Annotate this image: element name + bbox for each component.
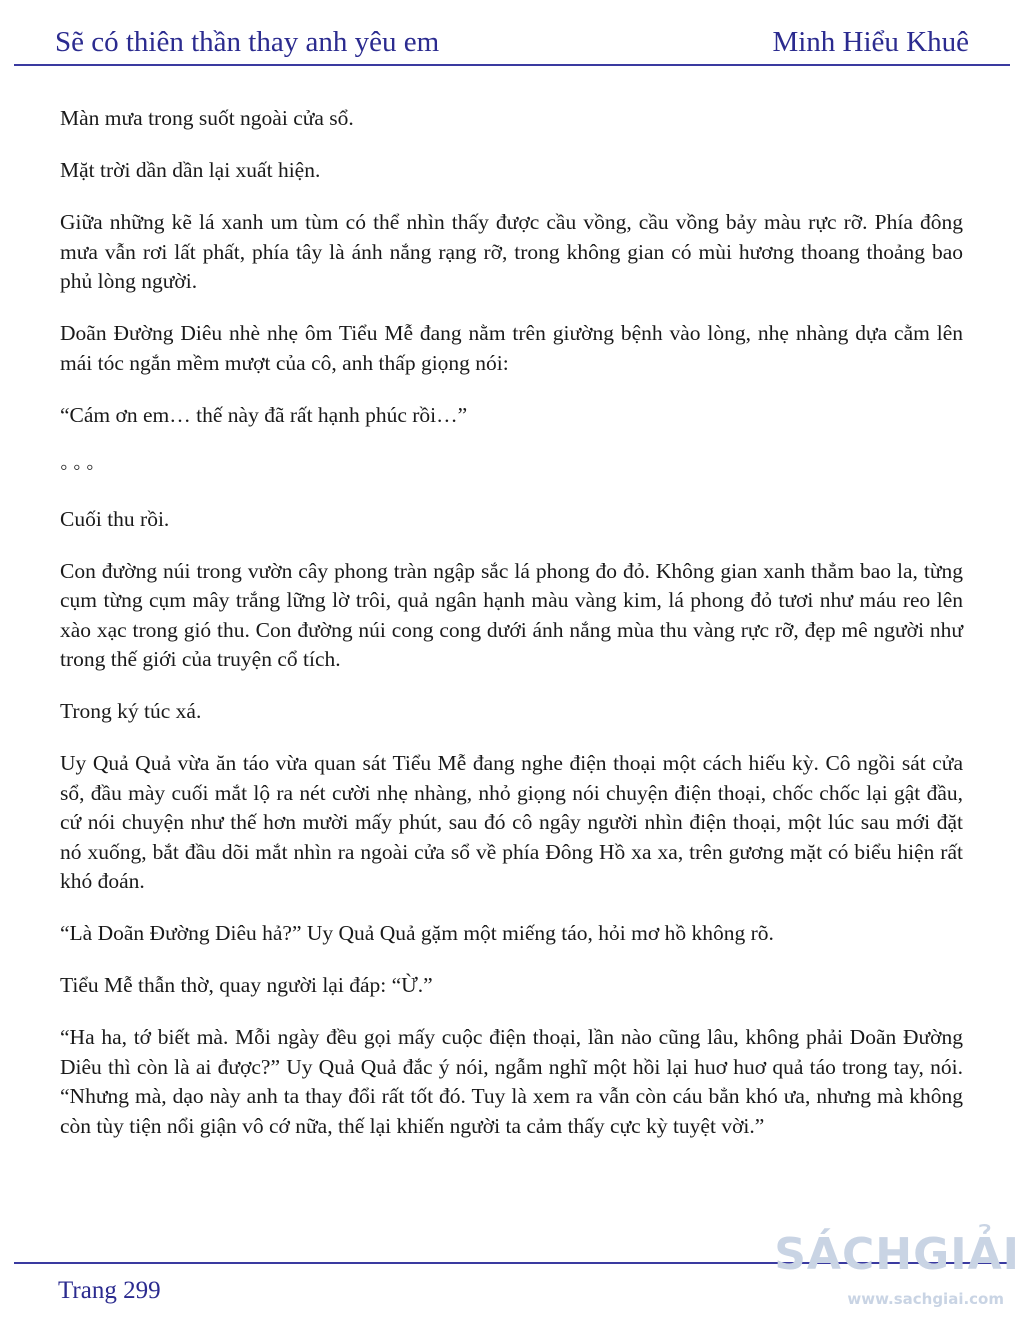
book-title: Sẽ có thiên thần thay anh yêu em [55,26,440,58]
paragraph: “Là Doãn Đường Diêu hả?” Uy Quả Quả gặm một miếng táo, hỏi mơ hồ không rõ. [60,921,774,945]
page-number: Trang 299 [58,1277,161,1304]
author-name: Minh Hiểu Khuê [772,26,969,58]
watermark-url: www.sachgiai.com [847,1290,1004,1308]
watermark [774,1225,1024,1325]
paragraph: “Cám ơn em… thế này đã rất hạnh phúc rồi…” [60,402,468,427]
paragraph: Con đường núi trong vườn cây phong tràn ngập sắc lá phong đo đỏ. Không gian xanh thẳm bao la, từng cụm từng cụm mây trắng lững lờ trôi, quả ngân hạnh màu vàng kim, lá phong đỏ tươi như máu reo lên xào xạc trong gió thu. Con đường núi cong cong dưới ánh nắng mùa thu vàng rực rỡ, đẹp mê người như trong thế giới của truyện cổ tích. [60,558,963,671]
page-header [55,22,969,62]
page-body [60,104,963,1164]
paragraph: Trong ký túc xá. [60,699,202,723]
paragraph: “Ha ha, tớ biết mà. Mỗi ngày đều gọi mấy cuộc điện thoại, lần nào cũng lâu, không phải Doãn Đường Diêu thì còn là ai được?” Uy Quả Quả đắc ý nói, ngẫm nghĩ một hồi lại huơ huơ quả táo trong tay, nói. “Nhưng mà, dạo này anh ta thay đổi rất tốt đó. Tuy là xem ra vẫn còn cáu bẳn khó ưa, nhưng mà không còn tùy tiện nổi giận vô cớ nữa, thế lại khiến người ta cảm thấy cực kỳ tuyệt vời.” [60,1025,963,1138]
header-divider [14,64,1010,66]
paragraph: Cuối thu rồi. [60,506,170,531]
paragraph: Doãn Đường Diêu nhè nhẹ ôm Tiểu Mễ đang nằm trên giường bệnh vào lòng, nhẹ nhàng dựa cằm lên mái tóc ngắn mềm mượt của cô, anh thấp giọng nói: [60,321,963,375]
paragraph: Giữa những kẽ lá xanh um tùm có thể nhìn thấy được cầu vồng, cầu vồng bảy màu rực rỡ. Phía đông mưa vẫn rơi lất phất, phía tây là ánh nắng rạng rỡ, trong không gian có mùi hương thoang thoảng bao phủ lòng người. [60,210,963,293]
paragraph: Uy Quả Quả vừa ăn táo vừa quan sát Tiểu Mễ đang nghe điện thoại một cách hiếu kỳ. Cô ngồi sát cửa sổ, đầu mày cuối mắt lộ ra nét cười nhẹ nhàng, nhỏ giọng nói chuyện điện thoại, chốc chốc lại gật đầu, cứ nói chuyện như thế hơn mười mấy phút, sau đó cô ngây người nhìn điện thoại, một lúc sau mới đặt nó xuống, bắt đầu dõi mắt nhìn ra ngoài cửa sổ về phía Đông Hồ xa xa, trên gương mặt có biểu hiện rất khó đoán. [60,751,963,893]
paragraph: Mặt trời dần dần lại xuất hiện. [60,158,321,182]
section-break: ◦ ◦ ◦ [60,454,94,479]
paragraph: Màn mưa trong suốt ngoài cửa sổ. [60,106,354,130]
paragraph: Tiểu Mễ thẫn thờ, quay người lại đáp: “Ừ.” [60,973,433,997]
watermark-logo: SÁCHGIẢI [774,1229,1020,1280]
